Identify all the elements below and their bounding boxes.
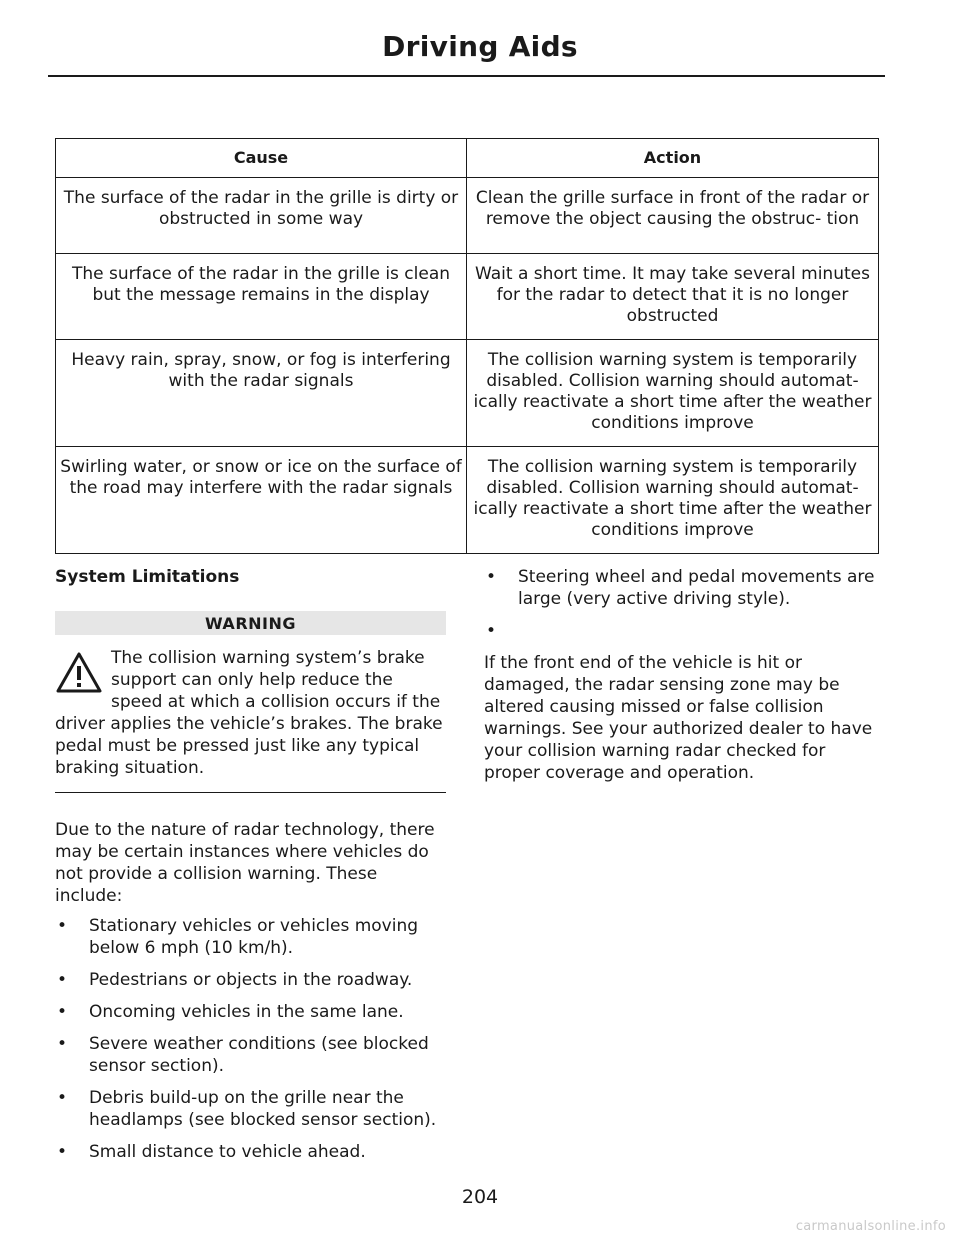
warning-divider	[55, 792, 446, 793]
action-cell: Clean the grille surface in front of the radar or remove the object causing the obstruc- tion	[467, 178, 879, 254]
page-title: Driving Aids	[382, 30, 578, 63]
list-item: • Stationary vehicles or vehicles moving below 6 mph (10 km/h).	[57, 916, 419, 958]
list-item: • Small distance to vehicle ahead.	[57, 1142, 366, 1162]
radar-damage-paragraph: If the front end of the vehicle is hit or damaged, the radar sensing zone may be altered causing missed or false collision warnings. See your authorized dealer to have your collision warning radar checked for proper coverage and operation.	[484, 653, 873, 783]
table-row	[56, 447, 879, 554]
column-header-action: Action	[467, 139, 879, 178]
list-item: • Severe weather conditions (see blocked sensor section).	[57, 1034, 429, 1076]
action-cell: The collision warning system is temporarily disabled. Collision warning should automat- ically reactivate a short time after the weather conditions improve	[467, 447, 879, 554]
left-column	[55, 566, 446, 1173]
limitations-list	[55, 915, 446, 1163]
warning-text: The collision warning system’s brake support can only help reduce the speed at which a collision occurs if the driver applies the vehicle’s brakes. The brake pedal must be pressed just like any typical braking situation.	[55, 648, 443, 778]
column-header-cause: Cause	[56, 139, 467, 178]
bullet-icon: •	[486, 621, 497, 641]
cause-cell: Heavy rain, spray, snow, or fog is interfering with the radar signals	[56, 340, 467, 447]
warning-triangle-icon	[55, 651, 103, 695]
bullet-icon: •	[486, 567, 497, 587]
list-item: • Oncoming vehicles in the same lane.	[57, 1002, 404, 1022]
bullet-icon: •	[57, 1034, 68, 1054]
warning-box	[55, 647, 446, 779]
bullet-icon: •	[57, 916, 68, 936]
list-item: • Steering wheel and pedal movements are large (very active driving style).	[486, 567, 875, 609]
page-number: 204	[461, 1186, 499, 1208]
list-item	[484, 620, 880, 642]
table-row	[56, 178, 879, 254]
list-item: • Debris build-up on the grille near the headlamps (see blocked sensor section).	[57, 1088, 437, 1130]
table-row	[56, 254, 879, 340]
table-header-row	[56, 139, 879, 178]
limitations-list-continued	[484, 566, 880, 642]
bullet-icon: •	[57, 1002, 68, 1022]
cause-cell: The surface of the radar in the grille is clean but the message remains in the display	[56, 254, 467, 340]
cause-cell: The surface of the radar in the grille is dirty or obstructed in some way	[56, 178, 467, 254]
cause-action-table	[55, 138, 879, 554]
right-column	[484, 558, 880, 784]
bullet-icon: •	[57, 970, 68, 990]
header-divider	[48, 75, 885, 77]
action-cell: Wait a short time. It may take several minutes for the radar to detect that it is no longer obstructed	[467, 254, 879, 340]
intro-paragraph: Due to the nature of radar technology, there may be certain instances where vehicles do not provide a collision warning. These include:	[55, 820, 435, 906]
action-cell: The collision warning system is temporarily disabled. Collision warning should automat- ically reactivate a short time after the weather conditions improve	[467, 340, 879, 447]
cause-cell: Swirling water, or snow or ice on the surface of the road may interfere with the radar signals	[56, 447, 467, 554]
bullet-icon: •	[57, 1088, 68, 1108]
bullet-icon: •	[57, 1142, 68, 1162]
section-heading: System Limitations	[55, 567, 240, 587]
list-item: • Pedestrians or objects in the roadway.	[57, 970, 413, 990]
watermark-text: carmanualsonline.info	[795, 1219, 946, 1234]
table-row	[56, 340, 879, 447]
warning-banner: WARNING	[55, 611, 446, 635]
